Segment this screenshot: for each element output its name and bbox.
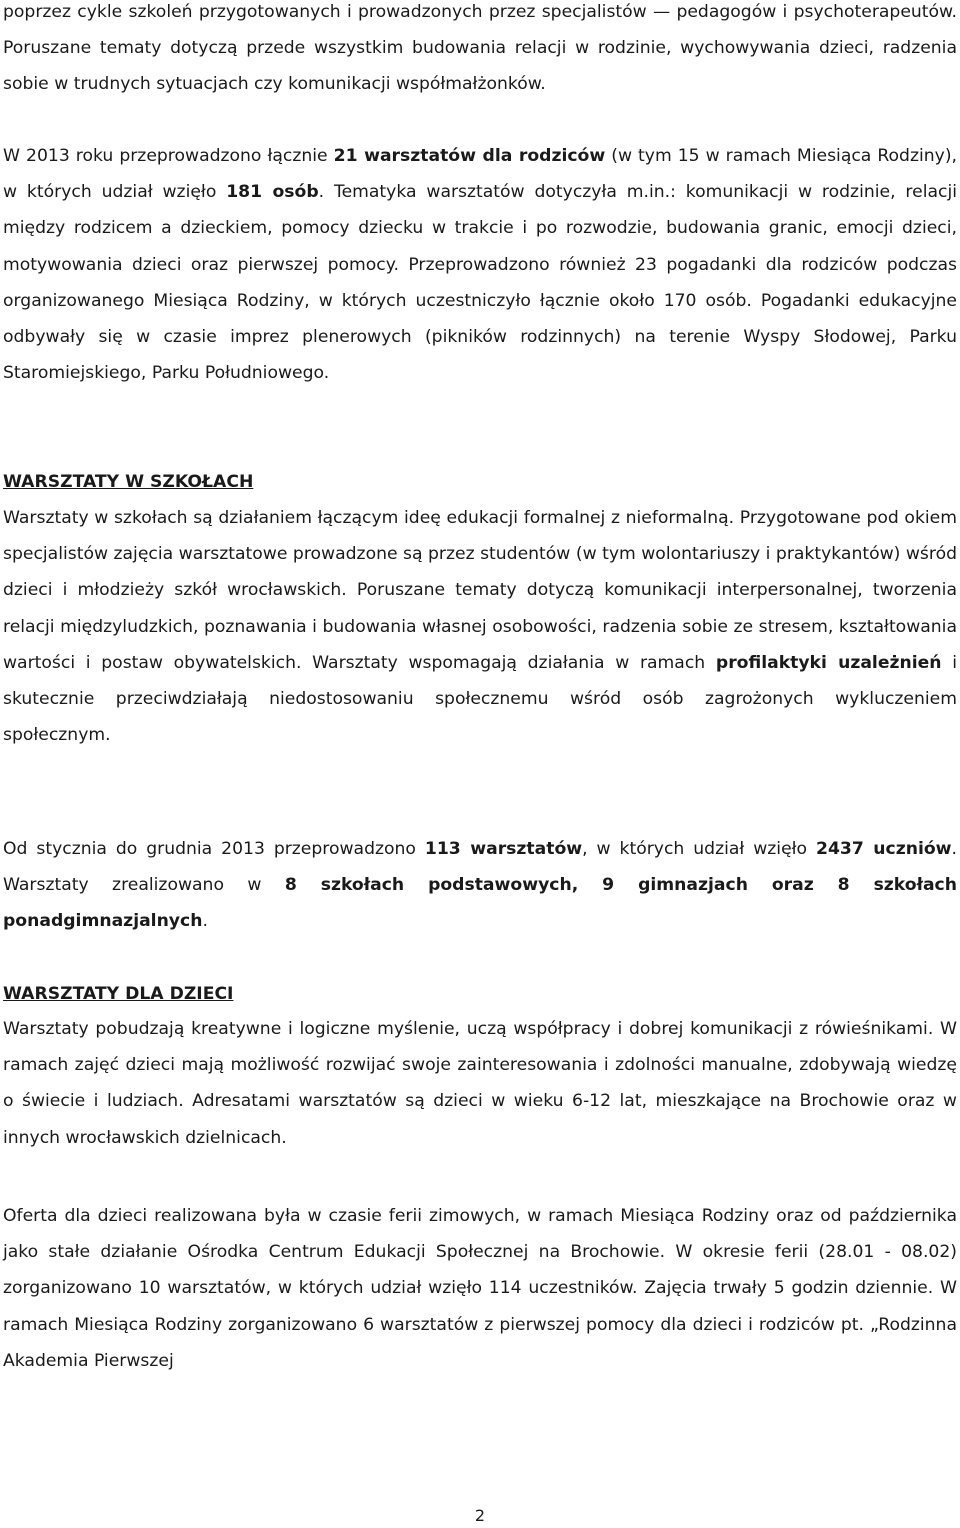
schools-text-c: i skutecznie przeciwdziałają niedostosowaniu społecznemu wśród osób zagrożonych wykluczeniem społecznym.	[3, 652, 957, 746]
schools-stats-a: Od stycznia do grudnia 2013 przeprowadzono	[3, 839, 425, 859]
children-offer-text: Oferta dla dzieci realizowana była w czasie ferii zimowych, w ramach Miesiąca Rodziny oraz od października jako stałe działanie Ośrodka Centrum Edukacji Społecznej na Brochowie. W okresie ferii (28.01 - 08.02) zorganizowano 10 warsztatów, w których udział wzięło 114 uczestników. Zajęcia trwały 5 godzin dziennie. W ramach Miesiąca Rodziny zorganizowano 6 warsztatów z pierwszej pomocy dla dzieci i rodziców pt. „Rodzinna Akademia Pierwszej	[3, 1206, 957, 1371]
schools-stats-paragraph	[3, 831, 957, 940]
schools-students-count: 2437 uczniów	[816, 839, 952, 859]
children-paragraph	[3, 1011, 957, 1156]
intro-paragraph	[3, 0, 957, 103]
children-offer-paragraph	[3, 1198, 957, 1379]
parents-text-d: . Tematyka warsztatów dotyczyła m.in.: komunikacji w rodzinie, relacji między rodzicem a dzieckiem, pomocy dziecku w trakcie i po rozwodzie, budowania granic, emocji dzieci, motywowania dzieci oraz pierwszej pomocy. Przeprowadzono również 23 pogadanki dla rodziców podczas organizowanego Miesiąca Rodziny, w których uczestniczyło łącznie około 170 osób. Pogadanki edukacyjne odbywały się w czasie imprez plenerowych (pikników rodzinnych) na terenie Wyspy Słodowej, Parku Staromiejskiego, Parku Południowego.	[3, 182, 958, 384]
parents-workshops-paragraph	[3, 138, 957, 391]
intro-text: poprzez cykle szkoleń przygotowanych i prowadzonych przez specjalistów — pedagogów i psychoterapeutów. Poruszane tematy dotyczą przede wszystkim budowania relacji w rodzinie, wychowywania dzieci, radzenia sobie w trudnych sytuacjach czy komunikacji współmałżonków.	[3, 2, 957, 95]
children-text: Warsztaty pobudzają kreatywne i logiczne myślenie, uczą współpracy i dobrej komunikacji z rówieśnikami. W ramach zajęć dzieci mają możliwość rozwijać swoje zainteresowania i zdolności manualne, zdobywają wiedzę o świecie i ludziach. Adresatami warsztatów są dzieci w wieku 6-12 lat, mieszkające na Brochowie oraz w innych wrocławskich dzielnicach.	[3, 1019, 957, 1148]
schools-prevention-term: profilaktyki uzależnień	[715, 652, 942, 673]
parents-participants-count: 181 osób	[226, 182, 319, 203]
schools-paragraph	[3, 500, 957, 753]
parents-text-c: (w tym 15 w ramach Miesiąca Rodziny), w których udział wzięło	[3, 146, 957, 203]
schools-text-a: Warsztaty w szkołach są działaniem łączącym ideę edukacji formalnej z nieformalną. Przygotowane pod okiem specjalistów zajęcia warsztatowe prowadzone są przez studentów (w tym wolontariuszy i praktykantów) wśród dzieci i młodzieży szkół wrocławskich. Poruszane tematy dotyczą komunikacji interpersonalnej, tworzenia relacji międzyludzkich, poznawania i budowania własnej osobowości, radzenia sobie ze stresem, kształtowania wartości i postaw obywatelskich. Warsztaty wspomagają działania w ramach	[3, 508, 957, 673]
schools-heading: WARSZTATY W SZKOŁACH	[3, 472, 254, 492]
children-heading: WARSZTATY DLA DZIECI	[3, 984, 234, 1004]
parents-workshops-count: 21 warsztatów dla rodziców	[333, 146, 606, 166]
parents-text-a: W 2013 roku przeprowadzono łącznie	[3, 146, 334, 166]
schools-stats-e: .	[202, 911, 208, 932]
page-number: 2	[474, 1506, 486, 1525]
schools-stats-c: , w których udział wzięło	[582, 839, 816, 859]
schools-stats-d: . Warsztaty zrealizowano w	[3, 839, 958, 896]
schools-types-list: 8 szkołach podstawowych, 9 gimnazjach oraz 8 szkołach ponadgimnazjalnych	[3, 875, 957, 932]
schools-workshops-count: 113 warsztatów	[424, 839, 583, 859]
